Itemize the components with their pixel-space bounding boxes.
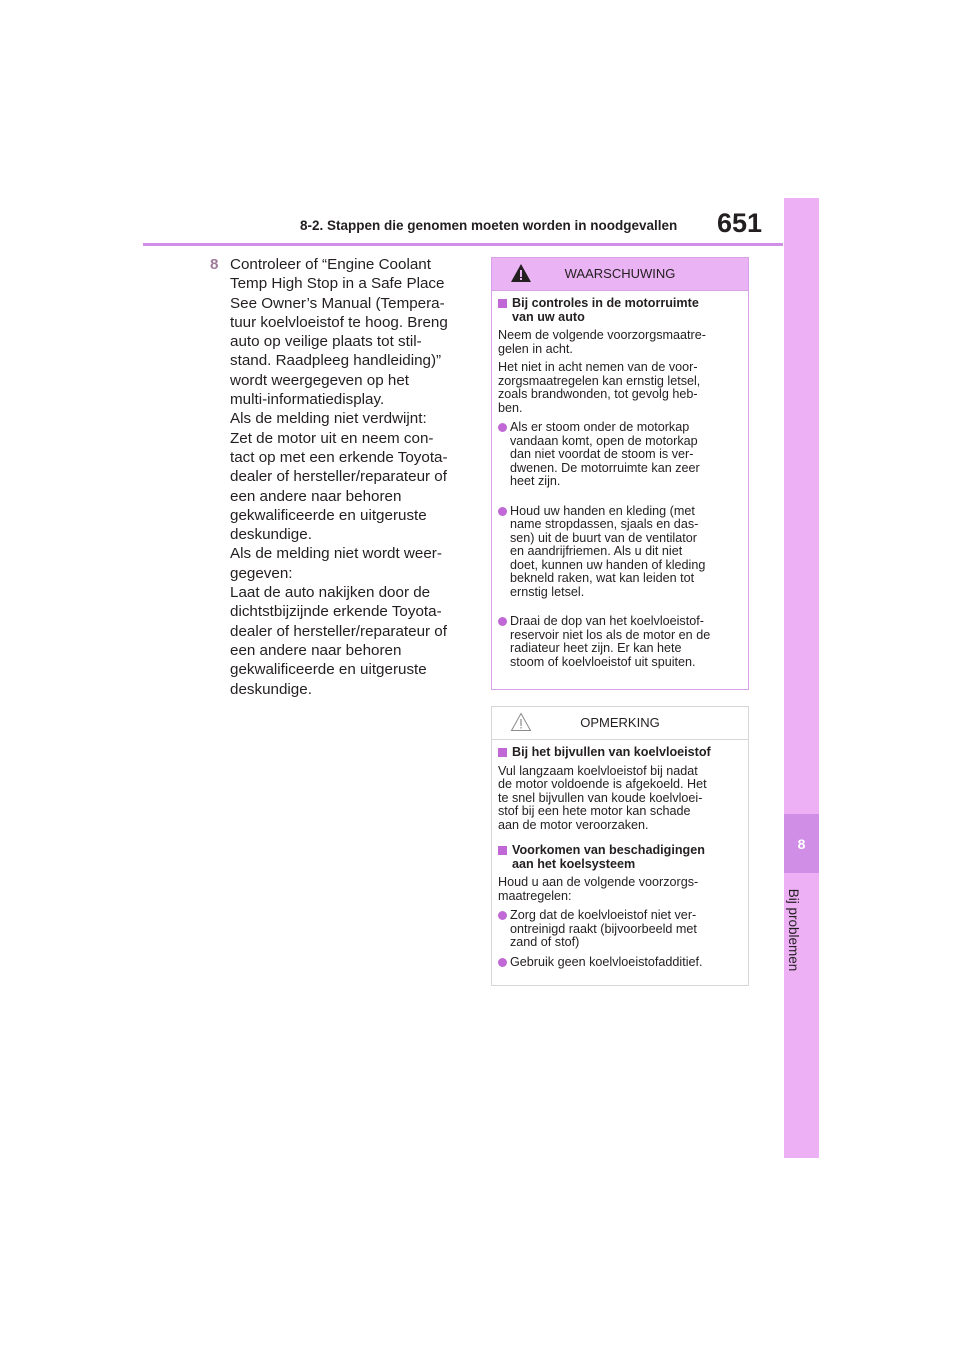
step-text	[230, 255, 472, 699]
warning-heading	[498, 297, 742, 324]
step-line: een andere naar behoren	[230, 487, 402, 505]
step-line: stand. Raadpleeg handleiding)”	[230, 352, 442, 370]
bullet-line: en aandrijfriemen. Als u dit niet	[510, 544, 683, 558]
step-line: wordt weergegeven op het	[230, 371, 409, 389]
step-line: auto op veilige plaats tot stil-	[230, 333, 422, 351]
warning-box	[491, 257, 749, 690]
step-line: Controleer of “Engine Coolant	[230, 256, 431, 273]
bullet-line: Gebruik geen koelvloeistofadditief.	[510, 954, 703, 969]
bullet-line: doet, kunnen uw handen of kleding	[510, 557, 706, 572]
note-para-line: de motor voldoende is afgekoeld. Het	[498, 777, 707, 791]
note-para-line: stof bij een hete motor kan schade	[498, 804, 691, 818]
step-line: deskundige.	[230, 680, 312, 698]
warning-triangle-icon	[510, 263, 532, 283]
bullet-dot-icon	[498, 911, 507, 920]
note-bullet	[498, 909, 742, 950]
warning-para-line: Neem de volgende voorzorgsmaatre-	[498, 328, 706, 342]
warning-heading-line: van uw auto	[512, 309, 585, 324]
chapter-number-box	[784, 814, 819, 873]
note-heading-line: Bij het bijvullen van koelvloeistof	[512, 745, 711, 759]
step-line: Als de melding niet wordt weer-	[230, 545, 442, 563]
warning-header	[492, 258, 748, 291]
warning-bullet	[498, 421, 742, 489]
bullet-line: Als er stoom onder de motorkap	[510, 420, 690, 434]
bullet-line: Draai de dop van het koelvloeistof-	[510, 614, 704, 628]
bullet-line: zand of stof)	[510, 935, 580, 949]
step-line: gegeven:	[230, 564, 293, 582]
warning-bullet	[498, 615, 742, 669]
warning-para-line: gelen in acht.	[498, 341, 573, 356]
step-line: tuur koelvloeistof te hoog. Breng	[230, 313, 448, 331]
step-line: tact op met een erkende Toyota-	[230, 448, 448, 466]
bullet-line: heet zijn.	[510, 474, 561, 488]
warning-paragraph	[498, 361, 742, 415]
bullet-dot-icon	[498, 507, 507, 516]
warning-bullet	[498, 505, 742, 600]
bullet-line: reservoir niet los als de motor en de	[510, 627, 711, 642]
note-para-line: te snel bijvullen van koude koelvloei-	[498, 790, 703, 805]
warning-para-line: zorgsmaatregelen kan ernstig letsel,	[498, 373, 701, 388]
note-heading	[498, 746, 742, 760]
chapter-label: Bij problemen	[786, 888, 801, 972]
bullet-line: Houd uw handen en kleding (met	[510, 503, 695, 518]
chapter-number: 8	[797, 835, 806, 852]
bullet-line: sen) uit de buurt van de ventilator	[510, 530, 697, 545]
step-line: deskundige.	[230, 526, 312, 544]
note-box	[491, 706, 749, 986]
section-title: 8-2. Stappen die genomen moeten worden in noodgevallen	[300, 218, 678, 233]
note-bullet	[498, 956, 742, 970]
bullet-dot-icon	[498, 617, 507, 626]
bullet-dot-icon	[498, 423, 507, 432]
bullet-line: ernstig letsel.	[510, 584, 585, 599]
bullet-line: Zorg dat de koelvloeistof niet ver-	[510, 908, 697, 922]
chapter-side-tab	[784, 198, 819, 1158]
note-paragraph	[498, 765, 742, 833]
bullet-dot-icon	[498, 958, 507, 967]
caution-triangle-icon	[510, 712, 532, 732]
step-line: Als de melding niet verdwijnt:	[230, 410, 427, 428]
step-number: 8	[210, 256, 219, 273]
step-line: een andere naar behoren	[230, 641, 402, 659]
warning-heading-line: Bij controles in de motorruimte	[512, 296, 699, 310]
note-heading-line: Voorkomen van beschadigingen	[512, 843, 705, 857]
note-title: OPMERKING	[580, 715, 660, 731]
bullet-line: stoom of koelvloeistof uit spuiten.	[510, 654, 696, 669]
warning-paragraph	[498, 329, 742, 356]
step-8	[210, 255, 472, 699]
bullet-line: name stropdassen, sjaals en das-	[510, 517, 699, 531]
warning-title: WAARSCHUWING	[564, 266, 676, 282]
step-line: gekwalificeerde en uitgeruste	[230, 661, 427, 679]
page-number: 651	[717, 208, 763, 238]
step-line: dealer of hersteller/reparateur of	[230, 468, 447, 486]
step-line: Laat de auto nakijken door de	[230, 584, 431, 602]
step-line: See Owner’s Manual (Tempera-	[230, 294, 445, 312]
note-heading	[498, 844, 742, 871]
bullet-line: dwenen. De motorruimte kan zeer	[510, 460, 700, 475]
warning-para-line: Het niet in acht nemen van de voor-	[498, 360, 698, 374]
bullet-line: ontreinigd raakt (bijvoorbeeld met	[510, 921, 697, 936]
note-para-line: Vul langzaam koelvloeistof bij nadat	[498, 763, 698, 778]
note-para-line: Houd u aan de volgende voorzorgs-	[498, 875, 699, 889]
note-heading-line: aan het koelsysteem	[512, 856, 636, 871]
warning-para-line: zoals brandwonden, tot gevolg heb-	[498, 387, 698, 401]
step-line: multi-informatiedisplay.	[230, 391, 385, 409]
step-line: Zet de motor uit en neem con-	[230, 429, 434, 447]
note-header	[492, 707, 748, 740]
note-para-line: aan de motor veroorzaken.	[498, 817, 649, 832]
bullet-line: radiateur heet zijn. Er kan hete	[510, 641, 682, 655]
warning-para-line: ben.	[498, 400, 523, 415]
bullet-line: vandaan komt, open de motorkap	[510, 433, 698, 448]
step-line: gekwalificeerde en uitgeruste	[230, 506, 427, 524]
note-para-line: maatregelen:	[498, 888, 572, 903]
step-line: Temp High Stop in a Safe Place	[230, 275, 445, 293]
step-line: dealer of hersteller/reparateur of	[230, 622, 447, 640]
step-line: dichtstbijzijnde erkende Toyota-	[230, 603, 442, 621]
note-paragraph	[498, 876, 742, 903]
bullet-line: dan niet voordat de stoom is ver-	[510, 447, 694, 461]
bullet-line: bekneld raken, wat kan leiden tot	[510, 571, 695, 585]
header-rule	[143, 243, 783, 246]
